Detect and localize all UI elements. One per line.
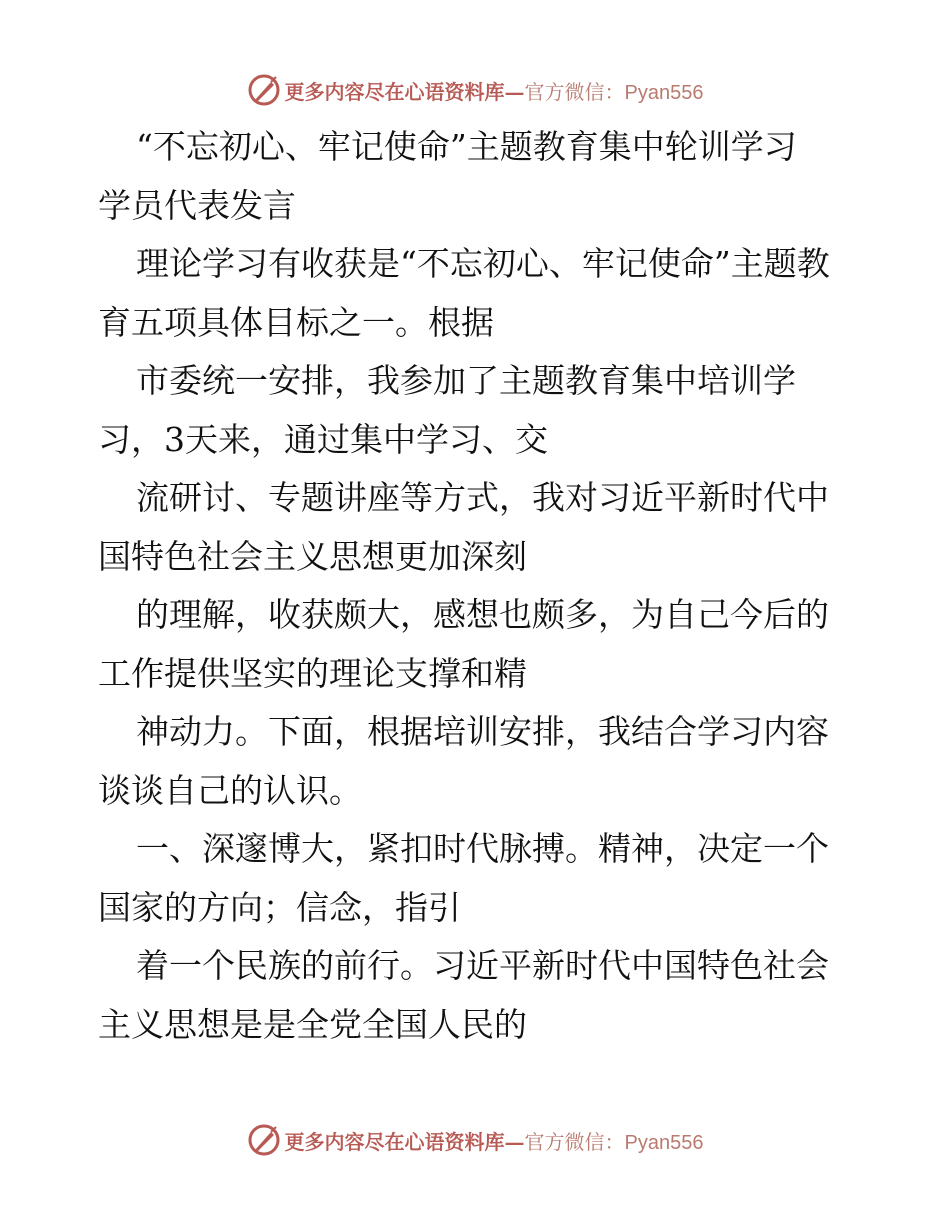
paragraph-line: 的理解，收获颇大，感想也颇多，为自己今后的工作提供坚实的理论支撑和精 — [98, 595, 829, 693]
footer-site-text: 更多内容尽在心语资料库— — [284, 1129, 525, 1154]
quill-logo-icon — [247, 1123, 281, 1157]
paragraph-line: 一、深邃博大，紧扣时代脉搏。精神，决定一个国家的方向；信念，指引 — [98, 829, 829, 927]
paragraph-line: “不忘初心、牢记使命”主题教育集中轮训学习 — [136, 127, 797, 166]
header-banner — [0, 72, 950, 108]
paragraph-line: 理论学习有收获是“不忘初心、牢记使命”主题教育五项具体目标之一。根据 — [98, 244, 830, 342]
footer-banner — [0, 1122, 950, 1158]
paragraph-line: 学员代表发言 — [98, 185, 296, 225]
paragraph-line: 着一个民族的前行。习近平新时代中国特色社会主义思想是是全党全国人民的 — [98, 946, 829, 1044]
paragraph-line: 神动力。下面，根据培训安排，我结合学习内容谈谈自己的认识。 — [98, 712, 829, 810]
paragraph-line: 市委统一安排，我参加了主题教育集中培训学习，3天来，通过集中学习、交 — [98, 361, 796, 459]
quill-logo-icon — [247, 73, 281, 107]
document-body — [98, 118, 858, 1054]
header-site-text: 更多内容尽在心语资料库— — [284, 79, 525, 104]
paragraph-line: 流研讨、专题讲座等方式，我对习近平新时代中国特色社会主义思想更加深刻 — [98, 478, 829, 576]
footer-wechat-text: 官方微信：Pyan556 — [524, 1131, 704, 1154]
header-wechat-text: 官方微信：Pyan556 — [524, 81, 704, 104]
